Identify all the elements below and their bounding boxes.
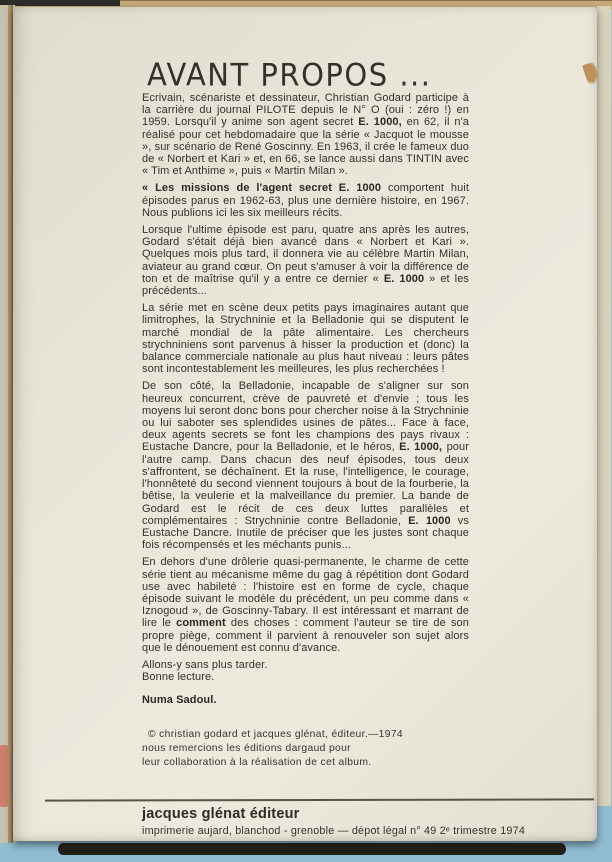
body-paragraphs: [142, 92, 469, 654]
publisher-name: jacques glénat éditeur: [142, 806, 300, 822]
copyright-block: [142, 728, 469, 770]
page-title: AVANT PROPOS ...: [147, 57, 432, 94]
paragraph: La série met en scène deux petits pays imaginaires autant que limitrophes, la Strychninie et la Belladonie qui se disputent le marché mondial de la pâte alimentaire. Les chercheurs strychniniens sont parvenus à hisser la production et (donc) la balance commerciale nationale au plus haut niveau : leurs pâtes sont incontestablement les meilleures, les plus recherchées !: [142, 302, 469, 376]
paragraph: De son côté, la Belladonie, incapable de s'aligner sur son heureux concurrent, crève de pauvreté et d'envie ; tous les moyens lui seront donc bons pour chercher noise à la Strychninie ou lui saboter ses splendides usines de pâtes... Face à face, deux agents secrets se font les champions des pays rivaux : Eustache Dancre, pour la Belladonie, et le héros, E. 1000, pour l'autre camp. Dans chacun des neuf épisodes, tous deux s'affrontent, se déchaînent. Et la ruse, l'intelligence, le courage, l'honnêteté du second viennent toujours à bout de la fourberie, la bêtise, la veulerie et la malveillance du premier. La bande de Godard est le récit de ces deux luttes parallèles et complémentaires : Strychninie contre Belladonie, E. 1000 vs Eustache Dancre. Inutile de préciser que les justes sont chaque fois récompensés et les méchants punis...: [142, 380, 469, 552]
author-signature: Numa Sadoul.: [142, 694, 217, 707]
paragraph: Lorsque l'ultime épisode est paru, quatre ans après les autres, Godard s'était déjà bien avancé dans « Norbert et Kari ». Quelques mois plus tard, il donnera vie au célèbre Martin Milan, aviateur au grand cœur. On peut s'amuser à voir la différence de ton et de maîtrise qu'il y a entre ce dernier « E. 1000 » et les précédents...: [142, 224, 470, 298]
body-column: [142, 92, 469, 770]
copyright-line: leur collaboration à la réalisation de cet album.: [142, 756, 372, 768]
paragraph: Ecrivain, scénariste et dessinateur, Christian Godard participe à la carrière du journal PILOTE depuis le N° O (oui : zéro !) en 1959. Lorsqu'il y anime son agent secret E. 1000, en 62, il n'a réalisé pour cet hebdomadaire que la série « Jacquot le mousse », sur scénario de René Goscinny. En 1963, il crée le fameux duo de « Norbert et Kari » et, en 66, se lance aussi dans TINTIN avec « Tim et Anthime », puis « Martin Milan ».: [142, 92, 470, 178]
imprint-line: imprimerie aujard, blanchod - grenoble — dépot légal n° 49 2ᵉ trimestre 1974: [142, 825, 526, 837]
foreword-page: [13, 7, 597, 841]
closing-lines: [142, 659, 469, 683]
paragraph: En dehors d'une drôlerie quasi-permanente, le charme de cette série tient au mécanisme même du gag à répétition dont Godard use avec habileté : l'histoire est en forme de cycle, chaque épisode suivant le modèle du précédent, un peu comme dans « Iznogoud », de Goscinny-Tabary. Il est intéressant et marrant de lire le comment des choses : comment l'auteur se tire de son propre piège, comment il parvient à renouveler son sujet alors que le dénouement est connu d'avance.: [142, 556, 469, 654]
copyright-line: nous remercions les éditions dargaud pour: [142, 742, 351, 754]
copyright-line: © christian godard et jacques glénat, éditeur.—1974: [148, 728, 403, 740]
book-bottom-shadow: [58, 843, 566, 855]
closing-line: Allons-y sans plus tarder.: [142, 658, 268, 671]
closing-line: Bonne lecture.: [142, 671, 215, 684]
footer-divider: [45, 798, 594, 801]
book-cover-edge: [0, 0, 120, 6]
underlying-page-edge: [596, 6, 611, 806]
paragraph: « Les missions de l'agent secret E. 1000 comportent huit épisodes parus en 1962-63, plus une dernière histoire, en 1967. Nous publions ici les six meilleurs récits.: [142, 182, 469, 219]
bookmark-ribbon: [0, 745, 8, 807]
